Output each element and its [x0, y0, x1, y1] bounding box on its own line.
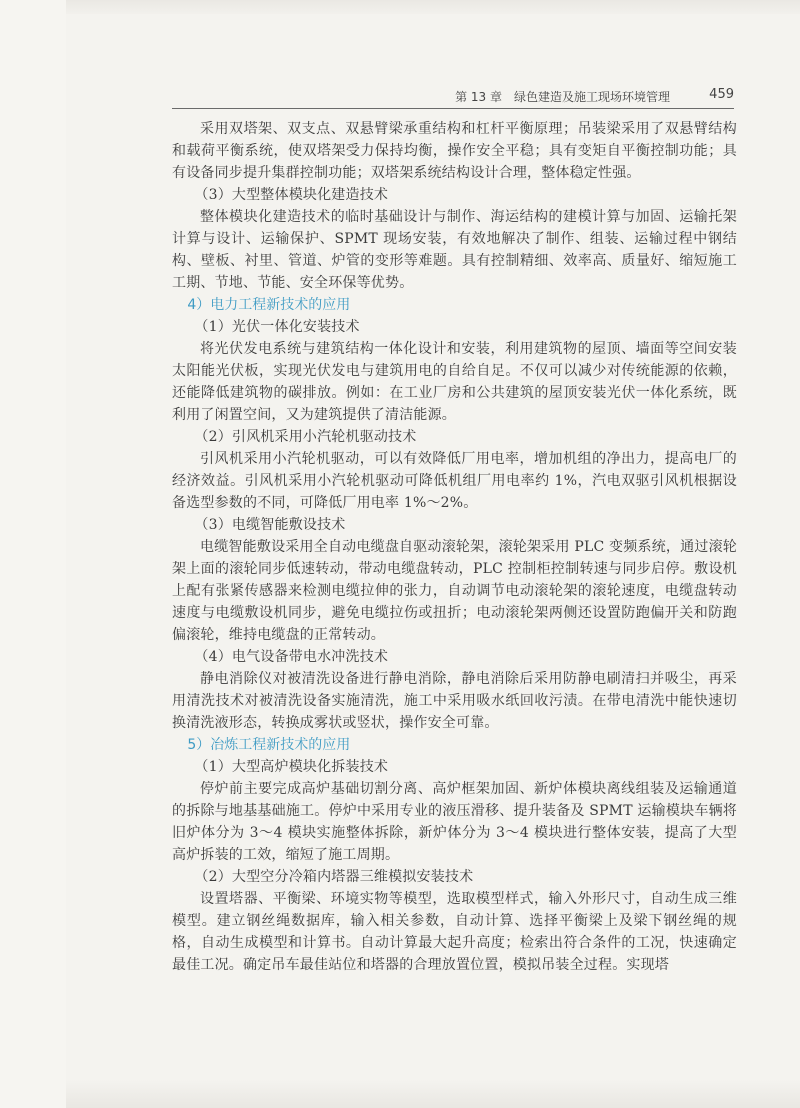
subsection-heading: （1）光伏一体化安装技术 — [194, 319, 360, 335]
page-number: 459 — [709, 87, 734, 102]
paragraph: 设置塔器、平衡梁、环境实物等模型，选取模型样式，输入外形尺寸，自动生成三维模型。建立钢丝绳数据库，输入相关参数，自动计算、选择平衡梁上及梁下钢丝绳的规格，自动生成模型和计算书。自动计算最大起升高度；检索出符合条件的工况，快速确定最佳工况。确定吊车最佳站位和塔器的合理放置位置，模拟吊装全过程。实现塔 — [172, 891, 737, 973]
running-header — [172, 88, 734, 109]
chapter-title: 第 13 章 绿色建造及施工现场环境管理 — [455, 90, 670, 104]
body-text — [172, 118, 737, 976]
subsection-heading: （3）电缆智能敷设技术 — [194, 517, 346, 533]
paragraph: 整体模块化建造技术的临时基础设计与制作、海运结构的建模计算与加固、运输托架计算与设计、运输保护、SPMT 现场安装，有效地解决了制作、组装、运输过程中钢结构、壁板、衬里、管道、炉管的变形等难题。具有控制精细、效率高、质量好、缩短施工工期、节地、节能、安全环保等优势。 — [172, 209, 737, 291]
paragraph: 采用双塔架、双支点、双悬臂梁承重结构和杠杆平衡原理；吊装梁采用了双悬臂结构和载荷平衡系统，使双塔架受力保持均衡，操作安全平稳；具有变矩自平衡控制功能；具有设备同步提升集群控制功能；双塔架系统结构设计合理，整体稳定性强。 — [172, 121, 737, 181]
subsection-heading: （4）电气设备带电水冲洗技术 — [194, 649, 389, 665]
page-bottom-shadow — [66, 1080, 800, 1108]
subsection-heading: （2）大型空分冷箱内塔器三维模拟安装技术 — [194, 869, 474, 885]
paragraph: 电缆智能敷设采用全自动电缆盘自驱动滚轮架，滚轮架采用 PLC 变频系统，通过滚轮架上面的滚轮同步低速转动，带动电缆盘转动，PLC 控制柜控制转速与同步启停。敷设机上配有张紧传感器来检测电缆拉伸的张力，自动调节电动滚轮架的滚轮速度，电缆盘转动速度与电缆敷设机同步，避免电缆拉伤或扭折；电动滚轮架两侧还设置防跑偏开关和防跑偏滚轮，维持电缆盘的正常转动。 — [172, 539, 737, 643]
subsection-heading: （2）引风机采用小汽轮机驱动技术 — [194, 429, 417, 445]
section-heading: 5）冶炼工程新技术的应用 — [187, 737, 351, 753]
paragraph: 静电消除仪对被清洗设备进行静电消除，静电消除后采用防静电刷清扫并吸尘，再采用清洗技术对被清洗设备实施清洗，施工中采用吸水纸回收污渍。在带电清洗中能快速切换清洗液形态，转换成雾状或竖状，操作安全可靠。 — [172, 671, 737, 731]
paragraph: 引风机采用小汽轮机驱动，可以有效降低厂用电率，增加机组的净出力，提高电厂的经济效益。引风机采用小汽轮机驱动可降低机组厂用电率约 1%，汽电双驱引风机根据设备选型参数的不同，可降低厂用电率 1%～2%。 — [172, 451, 737, 511]
section-heading: 4）电力工程新技术的应用 — [187, 297, 351, 313]
paragraph: 将光伏发电系统与建筑结构一体化设计和安装，利用建筑物的屋顶、墙面等空间安装太阳能光伏板，实现光伏发电与建筑用电的自给自足。不仅可以减少对传统能源的依赖，还能降低建筑物的碳排放。例如：在工业厂房和公共建筑的屋顶安装光伏一体化系统，既利用了闲置空间，又为建筑提供了清洁能源。 — [172, 341, 737, 423]
subsection-heading: （1）大型高炉模块化拆装技术 — [194, 759, 389, 775]
subsection-heading: （3）大型整体模块化建造技术 — [194, 187, 389, 203]
paragraph: 停炉前主要完成高炉基础切割分离、高炉框架加固、新炉体模块离线组装及运输通道的拆除与地基基础施工。停炉中采用专业的液压滑移、提升装备及 SPMT 运输模块车辆将旧炉体分为 3～4 模块实施整体拆除，新炉体分为 3～4 模块进行整体安装，提高了大型高炉拆装的工效，缩短了施工周期。 — [172, 781, 737, 863]
